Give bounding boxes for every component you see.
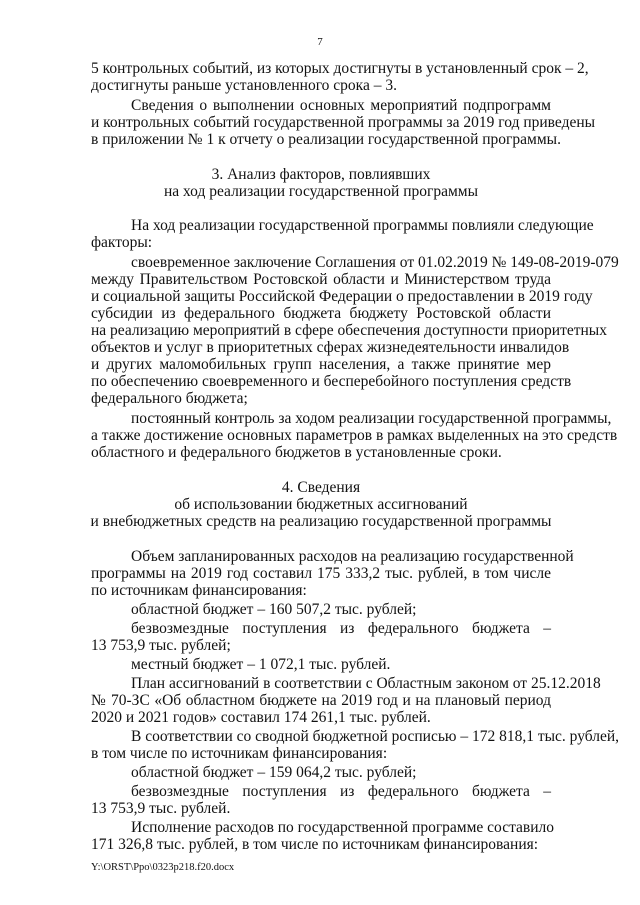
text-line: Исполнение расходов по государственной программе составило xyxy=(131,819,555,836)
text-line: по обеспечению своевременного и бесперебойного поступления средств xyxy=(91,373,572,390)
text-line: № 70-ЗС «Об областном бюджете на 2019 год и на плановый период xyxy=(91,692,551,709)
text-line: по источникам финансирования: xyxy=(91,582,307,599)
text-line: 13 753,9 тыс. рублей. xyxy=(91,800,231,817)
text-line: программы на 2019 год составил 175 333,2 тыс. рублей, в том числе xyxy=(91,565,551,582)
text-line: постоянный контроль за ходом реализации государственной программы, xyxy=(131,410,612,427)
section-heading: 4. Сведения xyxy=(281,479,361,496)
text-line: На ход реализации государственной программы повлияли следующие xyxy=(131,217,594,234)
text-line: 2020 и 2021 годов» составил 174 261,1 тыс. рублей. xyxy=(91,709,431,726)
section-heading: об использовании бюджетных ассигнований xyxy=(174,496,468,513)
section-heading: и внебюджетных средств на реализацию государственной программы xyxy=(90,513,552,530)
page-number: 7 xyxy=(317,36,323,48)
text-line: в приложении № 1 к отчету о реализации государственной программы. xyxy=(91,131,561,148)
text-line: факторы: xyxy=(91,234,153,251)
text-line: областной бюджет – 160 507,2 тыс. рублей; xyxy=(131,601,417,618)
text-line: субсидии из федерального бюджета бюджету Ростовской области xyxy=(91,305,551,322)
text-line: и других маломобильных групп населения, а также принятие мер xyxy=(91,356,551,373)
text-line: областной бюджет – 159 064,2 тыс. рублей; xyxy=(131,764,417,781)
text-line: местный бюджет – 1 072,1 тыс. рублей. xyxy=(131,656,391,673)
section-heading: 3. Анализ факторов, повлиявших xyxy=(211,166,431,183)
text-line: областного и федерального бюджетов в установленные сроки. xyxy=(91,444,502,461)
text-line: безвозмездные поступления из федерального бюджета – xyxy=(131,783,551,800)
section-heading: на ход реализации государственной программы xyxy=(163,183,479,200)
text-line: Сведения о выполнении основных мероприятий подпрограмм xyxy=(131,97,551,114)
text-line: а также достижение основных параметров в рамках выделенных на это средств xyxy=(91,427,618,444)
text-line: на реализацию мероприятий в сфере обеспечения доступности приоритетных xyxy=(91,322,607,339)
text-line: своевременное заключение Соглашения от 01.02.2019 № 149-08-2019-079 xyxy=(131,254,619,271)
text-line: и социальной защиты Российской Федерации о предоставлении в 2019 году xyxy=(91,288,593,305)
text-line: в том числе по источникам финансирования: xyxy=(91,745,388,762)
text-line: 171 326,8 тыс. рублей, в том числе по источникам финансирования: xyxy=(91,836,539,853)
text-line: Объем запланированных расходов на реализацию государственной xyxy=(131,548,574,565)
text-line: В соответствии со сводной бюджетной росписью – 172 818,1 тыс. рублей, xyxy=(131,728,620,745)
text-line: достигнуты раньше установленного срока – 3. xyxy=(91,77,397,94)
text-line: федерального бюджета; xyxy=(91,390,248,407)
text-line: 5 контрольных событий, из которых достигнуты в установленный срок – 2, xyxy=(91,60,589,77)
text-line: 13 753,9 тыс. рублей; xyxy=(91,637,231,654)
text-line: безвозмездные поступления из федерального бюджета – xyxy=(131,620,551,637)
text-line: План ассигнований в соответствии с Областным законом от 25.12.2018 xyxy=(131,675,601,692)
text-line: и контрольных событий государственной программы за 2019 год приведены xyxy=(91,114,596,131)
text-line: объектов и услуг в приоритетных сферах жизнедеятельности инвалидов xyxy=(91,339,570,356)
file-path-footer: Y:\ORST\Ppo\0323p218.f20.docx xyxy=(91,862,235,873)
text-line: между Правительством Ростовской области и Министерством труда xyxy=(91,271,551,288)
